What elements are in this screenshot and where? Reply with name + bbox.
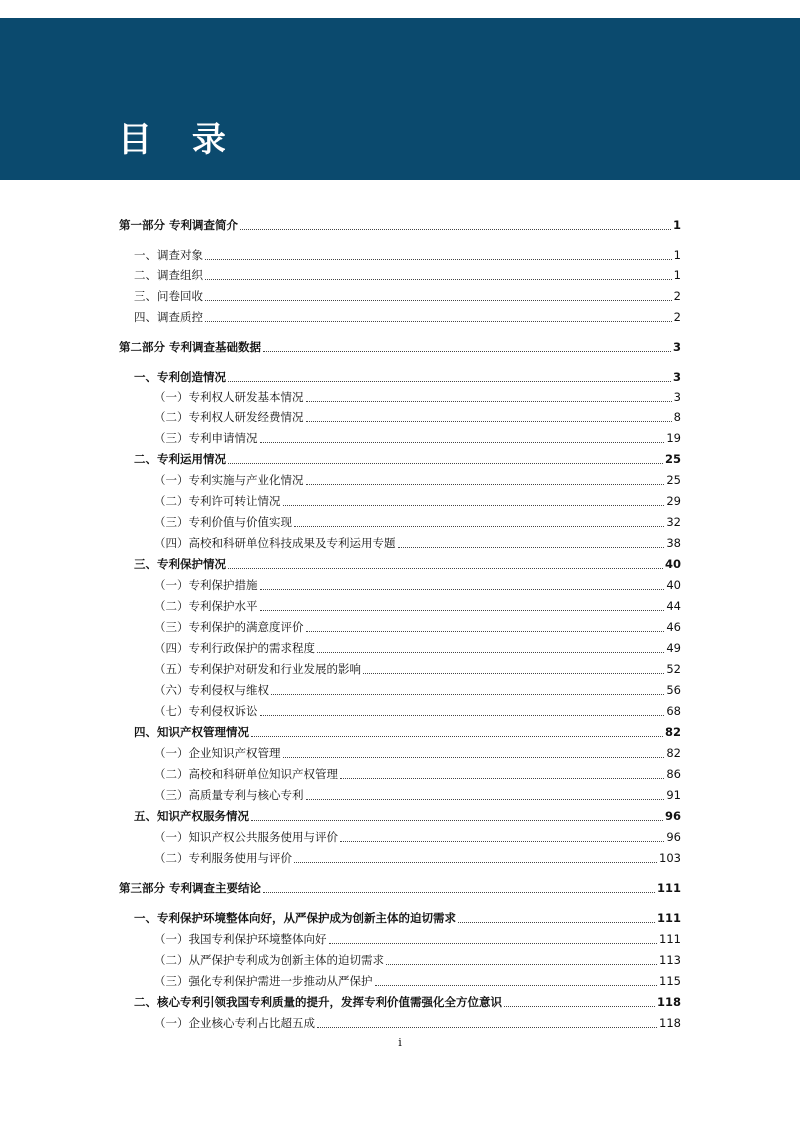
toc-dot-leader (363, 672, 664, 674)
toc-entry-page: 40 (664, 557, 681, 571)
toc-entry-page: 1 (672, 218, 681, 232)
toc-entry-page: 113 (659, 953, 681, 967)
toc-dot-leader (340, 777, 664, 779)
toc-section-entry[interactable] (134, 555, 681, 573)
toc-dot-leader (260, 441, 665, 443)
toc-subsection-entry[interactable] (154, 828, 681, 846)
toc-subsection-entry[interactable] (154, 930, 681, 948)
toc-part-entry[interactable] (119, 338, 681, 356)
toc-dot-leader (283, 756, 665, 758)
toc-entry-page: 1 (673, 268, 681, 282)
toc-subsection-entry[interactable] (154, 849, 681, 867)
toc-dot-leader (294, 525, 664, 527)
toc-subsection-entry[interactable] (154, 534, 681, 552)
toc-dot-leader (271, 693, 664, 695)
toc-entry-title: （五）专利保护对研发和行业发展的影响 (154, 662, 361, 676)
toc-entry-title: （二）专利服务使用与评价 (154, 851, 292, 865)
toc-entry-title: （二）专利许可转让情况 (154, 494, 281, 508)
toc-entry-page: 68 (666, 704, 681, 718)
toc-section-entry[interactable] (134, 368, 681, 386)
toc-section-entry[interactable] (134, 807, 681, 825)
toc-dot-leader (228, 462, 663, 464)
toc-entry-page: 111 (659, 932, 681, 946)
toc-entry-title: （三）高质量专利与核心专利 (154, 788, 304, 802)
toc-dot-leader (306, 798, 665, 800)
toc-subsection-entry[interactable] (154, 681, 681, 699)
toc-entry-title: （七）专利侵权诉讼 (154, 704, 258, 718)
toc-entry-title: 三、专利保护情况 (134, 557, 226, 571)
toc-entry-page: 3 (673, 390, 681, 404)
toc-section-entry[interactable] (134, 308, 681, 326)
toc-entry-page: 2 (673, 310, 681, 324)
toc-subsection-entry[interactable] (154, 513, 681, 531)
toc-entry-page: 8 (673, 410, 681, 424)
toc-entry-page: 118 (656, 995, 681, 1009)
toc-entry-page: 32 (666, 515, 681, 529)
toc-dot-leader (504, 1005, 655, 1007)
toc-entry-page: 86 (666, 767, 681, 781)
toc-entry-title: 二、调查组织 (134, 268, 203, 282)
toc-subsection-entry[interactable] (154, 576, 681, 594)
toc-entry-page: 19 (666, 431, 681, 445)
toc-entry-page: 56 (666, 683, 681, 697)
toc-dot-leader (205, 320, 672, 322)
toc-subsection-entry[interactable] (154, 618, 681, 636)
toc-section-entry[interactable] (134, 287, 681, 305)
toc-entry-page: 82 (664, 725, 681, 739)
toc-dot-leader (263, 891, 655, 893)
toc-dot-leader (228, 567, 663, 569)
toc-dot-leader (251, 819, 663, 821)
toc-section-entry[interactable] (134, 266, 681, 284)
toc-entry-page: 115 (659, 974, 681, 988)
toc-dot-leader (251, 735, 663, 737)
toc-dot-leader (283, 504, 665, 506)
toc-subsection-entry[interactable] (154, 972, 681, 990)
toc-dot-leader (306, 630, 665, 632)
toc-dot-leader (317, 651, 664, 653)
toc-entry-title: （二）专利保护水平 (154, 599, 258, 613)
toc-dot-leader (317, 1026, 657, 1028)
toc-dot-leader (294, 861, 657, 863)
toc-dot-leader (240, 228, 671, 230)
toc-entry-page: 25 (666, 473, 681, 487)
toc-entry-title: （一）专利权人研发基本情况 (154, 390, 304, 404)
toc-entry-page: 46 (666, 620, 681, 634)
toc-entry-page: 91 (666, 788, 681, 802)
toc-entry-title: 第一部分 专利调查简介 (119, 218, 239, 232)
toc-entry-title: （一）专利保护措施 (154, 578, 258, 592)
toc-entry-page: 25 (664, 452, 681, 466)
toc-entry-title: 一、专利创造情况 (134, 370, 226, 384)
toc-entry-title: （一）我国专利保护环境整体向好 (154, 932, 327, 946)
toc-dot-leader (205, 299, 672, 301)
toc-part-entry[interactable] (119, 879, 681, 897)
toc-dot-leader (306, 483, 665, 485)
toc-entry-page: 111 (656, 911, 681, 925)
toc-subsection-entry[interactable] (154, 597, 681, 615)
toc-entry-title: （六）专利侵权与维权 (154, 683, 269, 697)
toc-entry-page: 3 (672, 370, 681, 384)
toc-entry-title: 五、知识产权服务情况 (134, 809, 249, 823)
toc-entry-page: 2 (673, 289, 681, 303)
toc-subsection-entry[interactable] (154, 639, 681, 657)
toc-subsection-entry[interactable] (154, 429, 681, 447)
toc-dot-leader (205, 258, 672, 260)
toc-entry-page: 44 (666, 599, 681, 613)
toc-dot-leader (340, 840, 664, 842)
toc-entry-page: 118 (659, 1016, 681, 1030)
page-number: i (398, 1036, 402, 1049)
toc-subsection-entry[interactable] (154, 388, 681, 406)
toc-entry-page: 3 (672, 340, 681, 354)
toc-subsection-entry[interactable] (154, 765, 681, 783)
toc-entry-title: （二）高校和科研单位知识产权管理 (154, 767, 338, 781)
toc-entry-title: （一）企业知识产权管理 (154, 746, 281, 760)
toc-subsection-entry[interactable] (154, 702, 681, 720)
toc-section-entry[interactable] (134, 909, 681, 927)
toc-dot-leader (260, 588, 665, 590)
toc-subsection-entry[interactable] (154, 1014, 681, 1032)
toc-entry-title: 一、专利保护环境整体向好，从严保护成为创新主体的迫切需求 (134, 911, 456, 925)
toc-entry-title: （二）专利权人研发经费情况 (154, 410, 304, 424)
toc-entry-title: （一）企业核心专利占比超五成 (154, 1016, 315, 1030)
toc-entry-page: 52 (666, 662, 681, 676)
toc-dot-leader (263, 350, 671, 352)
toc-entry-page: 82 (666, 746, 681, 760)
toc-subsection-entry[interactable] (154, 471, 681, 489)
toc-entry-page: 96 (666, 830, 681, 844)
toc-section-entry[interactable] (134, 993, 681, 1011)
toc-entry-title: 四、知识产权管理情况 (134, 725, 249, 739)
page-title: 目 录 (118, 120, 240, 160)
toc-dot-leader (260, 609, 665, 611)
toc-entry-title: （三）专利价值与价值实现 (154, 515, 292, 529)
toc-dot-leader (458, 921, 655, 923)
toc-entry-page: 1 (673, 248, 681, 262)
toc-dot-leader (306, 420, 672, 422)
toc-dot-leader (260, 714, 665, 716)
toc-dot-leader (398, 546, 665, 548)
toc-dot-leader (329, 942, 658, 944)
toc-dot-leader (375, 984, 658, 986)
toc-entry-page: 103 (659, 851, 681, 865)
toc-dot-leader (306, 400, 672, 402)
toc-entry-title: （一）知识产权公共服务使用与评价 (154, 830, 338, 844)
toc-entry-page: 49 (666, 641, 681, 655)
toc-entry-title: 三、问卷回收 (134, 289, 203, 303)
toc-entry-page: 96 (664, 809, 681, 823)
toc-entry-title: 第三部分 专利调查主要结论 (119, 881, 262, 895)
toc-entry-title: 二、专利运用情况 (134, 452, 226, 466)
toc-entry-title: （四）专利行政保护的需求程度 (154, 641, 315, 655)
toc-subsection-entry[interactable] (154, 492, 681, 510)
toc-entry-title: 第二部分 专利调查基础数据 (119, 340, 262, 354)
toc-entry-title: （四）高校和科研单位科技成果及专利运用专题 (154, 536, 396, 550)
toc-subsection-entry[interactable] (154, 951, 681, 969)
toc-subsection-entry[interactable] (154, 660, 681, 678)
toc-entry-title: 二、核心专利引领我国专利质量的提升，发挥专利价值需强化全方位意识 (134, 995, 502, 1009)
toc-subsection-entry[interactable] (154, 786, 681, 804)
toc-subsection-entry[interactable] (154, 744, 681, 762)
toc-entry-title: 一、调查对象 (134, 248, 203, 262)
toc-subsection-entry[interactable] (154, 408, 681, 426)
toc-entry-title: （一）专利实施与产业化情况 (154, 473, 304, 487)
toc-entry-title: 四、调查质控 (134, 310, 203, 324)
toc-entry-page: 111 (656, 881, 681, 895)
toc-section-entry[interactable] (134, 246, 681, 264)
toc-dot-leader (205, 278, 672, 280)
toc-entry-title: （二）从严保护专利成为创新主体的迫切需求 (154, 953, 384, 967)
toc-part-entry[interactable] (119, 216, 681, 234)
toc-dot-leader (386, 963, 657, 965)
toc-entry-title: （三）专利申请情况 (154, 431, 258, 445)
toc-section-entry[interactable] (134, 450, 681, 468)
toc-entry-page: 40 (666, 578, 681, 592)
toc-entry-page: 38 (666, 536, 681, 550)
toc-entry-title: （三）强化专利保护需进一步推动从严保护 (154, 974, 373, 988)
toc-entry-page: 29 (666, 494, 681, 508)
toc-dot-leader (228, 380, 671, 382)
toc-entry-title: （三）专利保护的满意度评价 (154, 620, 304, 634)
toc-section-entry[interactable] (134, 723, 681, 741)
